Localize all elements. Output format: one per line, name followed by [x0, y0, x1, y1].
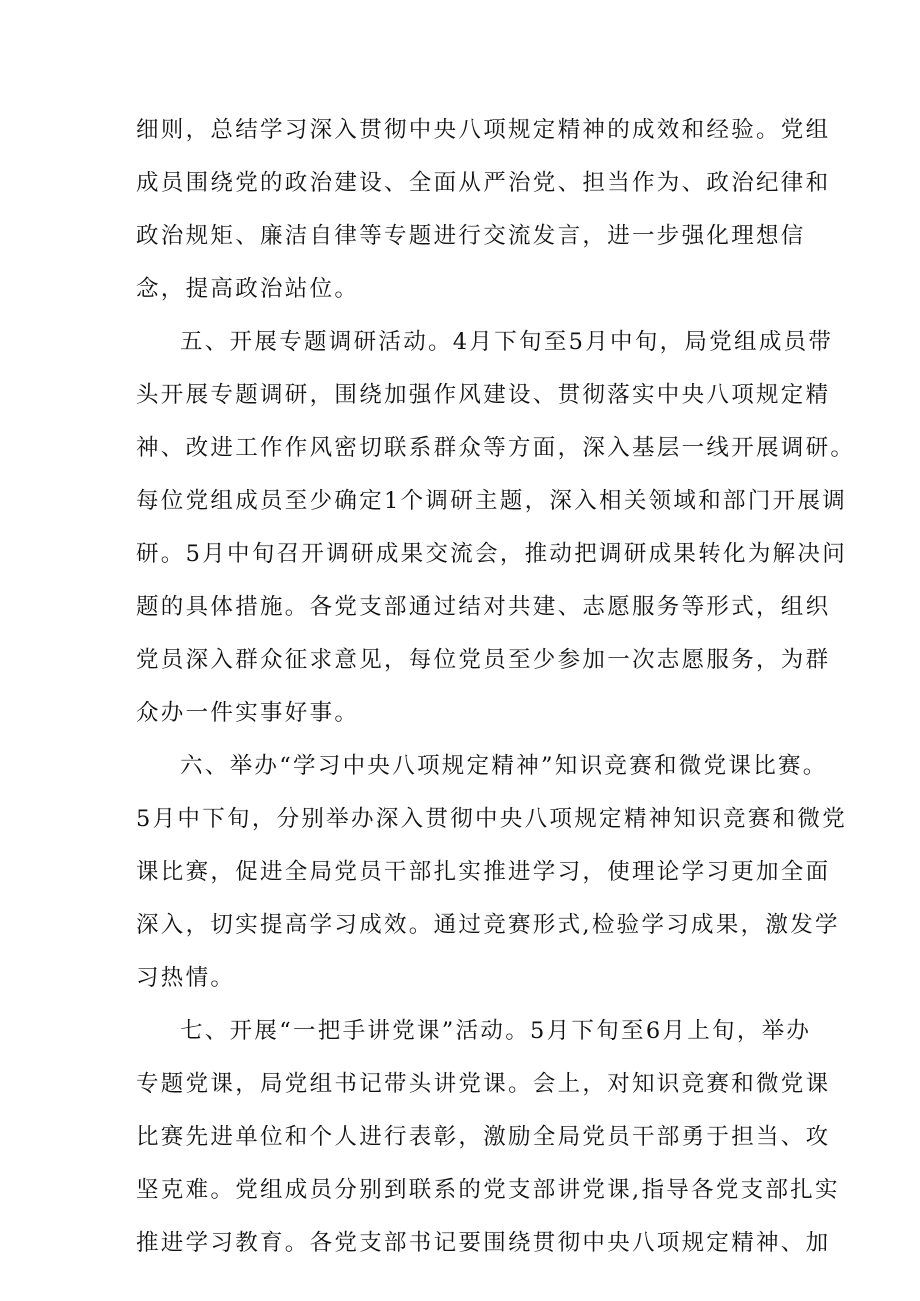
text-line: 成员围绕党的政治建设、全面从严治党、担当作为、政治纪律和	[136, 170, 831, 196]
text-line: 研。5月中旬召开调研成果交流会，推动把调研成果转化为解决问	[136, 541, 848, 567]
text-line: 推进学习教育。各党支部书记要围绕贯彻中央八项规定精神、加	[136, 1230, 831, 1256]
text-line: 专题党课，局党组书记带头讲党课。会上，对知识竞赛和微党课	[136, 1071, 831, 1097]
text-line: 头开展专题调研，围绕加强作风建设、贯彻落实中央八项规定精	[136, 382, 831, 408]
text-line: 题的具体措施。各党支部通过结对共建、志愿服务等形式，组织	[136, 594, 831, 620]
text-line: 念，提高政治站位。	[136, 276, 360, 302]
text-line: 五、开展专题调研活动。4月下旬至5月中旬，局党组成员带	[180, 329, 834, 355]
text-line: 课比赛，促进全局党员干部扎实推进学习，使理论学习更加全面	[136, 859, 831, 885]
text-line: 每位党组成员至少确定1个调研主题，深入相关领域和部门开展调	[136, 488, 848, 514]
text-line: 细则，总结学习深入贯彻中央八项规定精神的成效和经验。党组	[136, 117, 831, 143]
text-line: 坚克难。党组成员分别到联系的党支部讲党课,指导各党支部扎实	[136, 1177, 840, 1203]
text-line: 比赛先进单位和个人进行表彰，激励全局党员干部勇于担当、攻	[136, 1124, 831, 1150]
text-line: 深入，切实提高学习成效。通过竞赛形式,检验学习成果，激发学	[136, 912, 840, 938]
text-line: 六、举办“学习中央八项规定精神”知识竞赛和微党课比赛。	[180, 753, 828, 779]
text-line: 习热情。	[136, 965, 236, 991]
text-line: 七、开展“一把手讲党课”活动。5月下旬至6月上旬，举办	[180, 1018, 812, 1044]
text-line: 政治规矩、廉洁自律等专题进行交流发言，进一步强化理想信	[136, 223, 806, 249]
text-line: 神、改进工作作风密切联系群众等方面，深入基层一线开展调研。	[136, 435, 856, 461]
text-line: 党员深入群众征求意见，每位党员至少参加一次志愿服务，为群	[136, 647, 831, 673]
text-line: 5月中下旬，分别举办深入贯彻中央八项规定精神知识竞赛和微党	[136, 806, 848, 832]
text-line: 众办一件实事好事。	[136, 700, 360, 726]
